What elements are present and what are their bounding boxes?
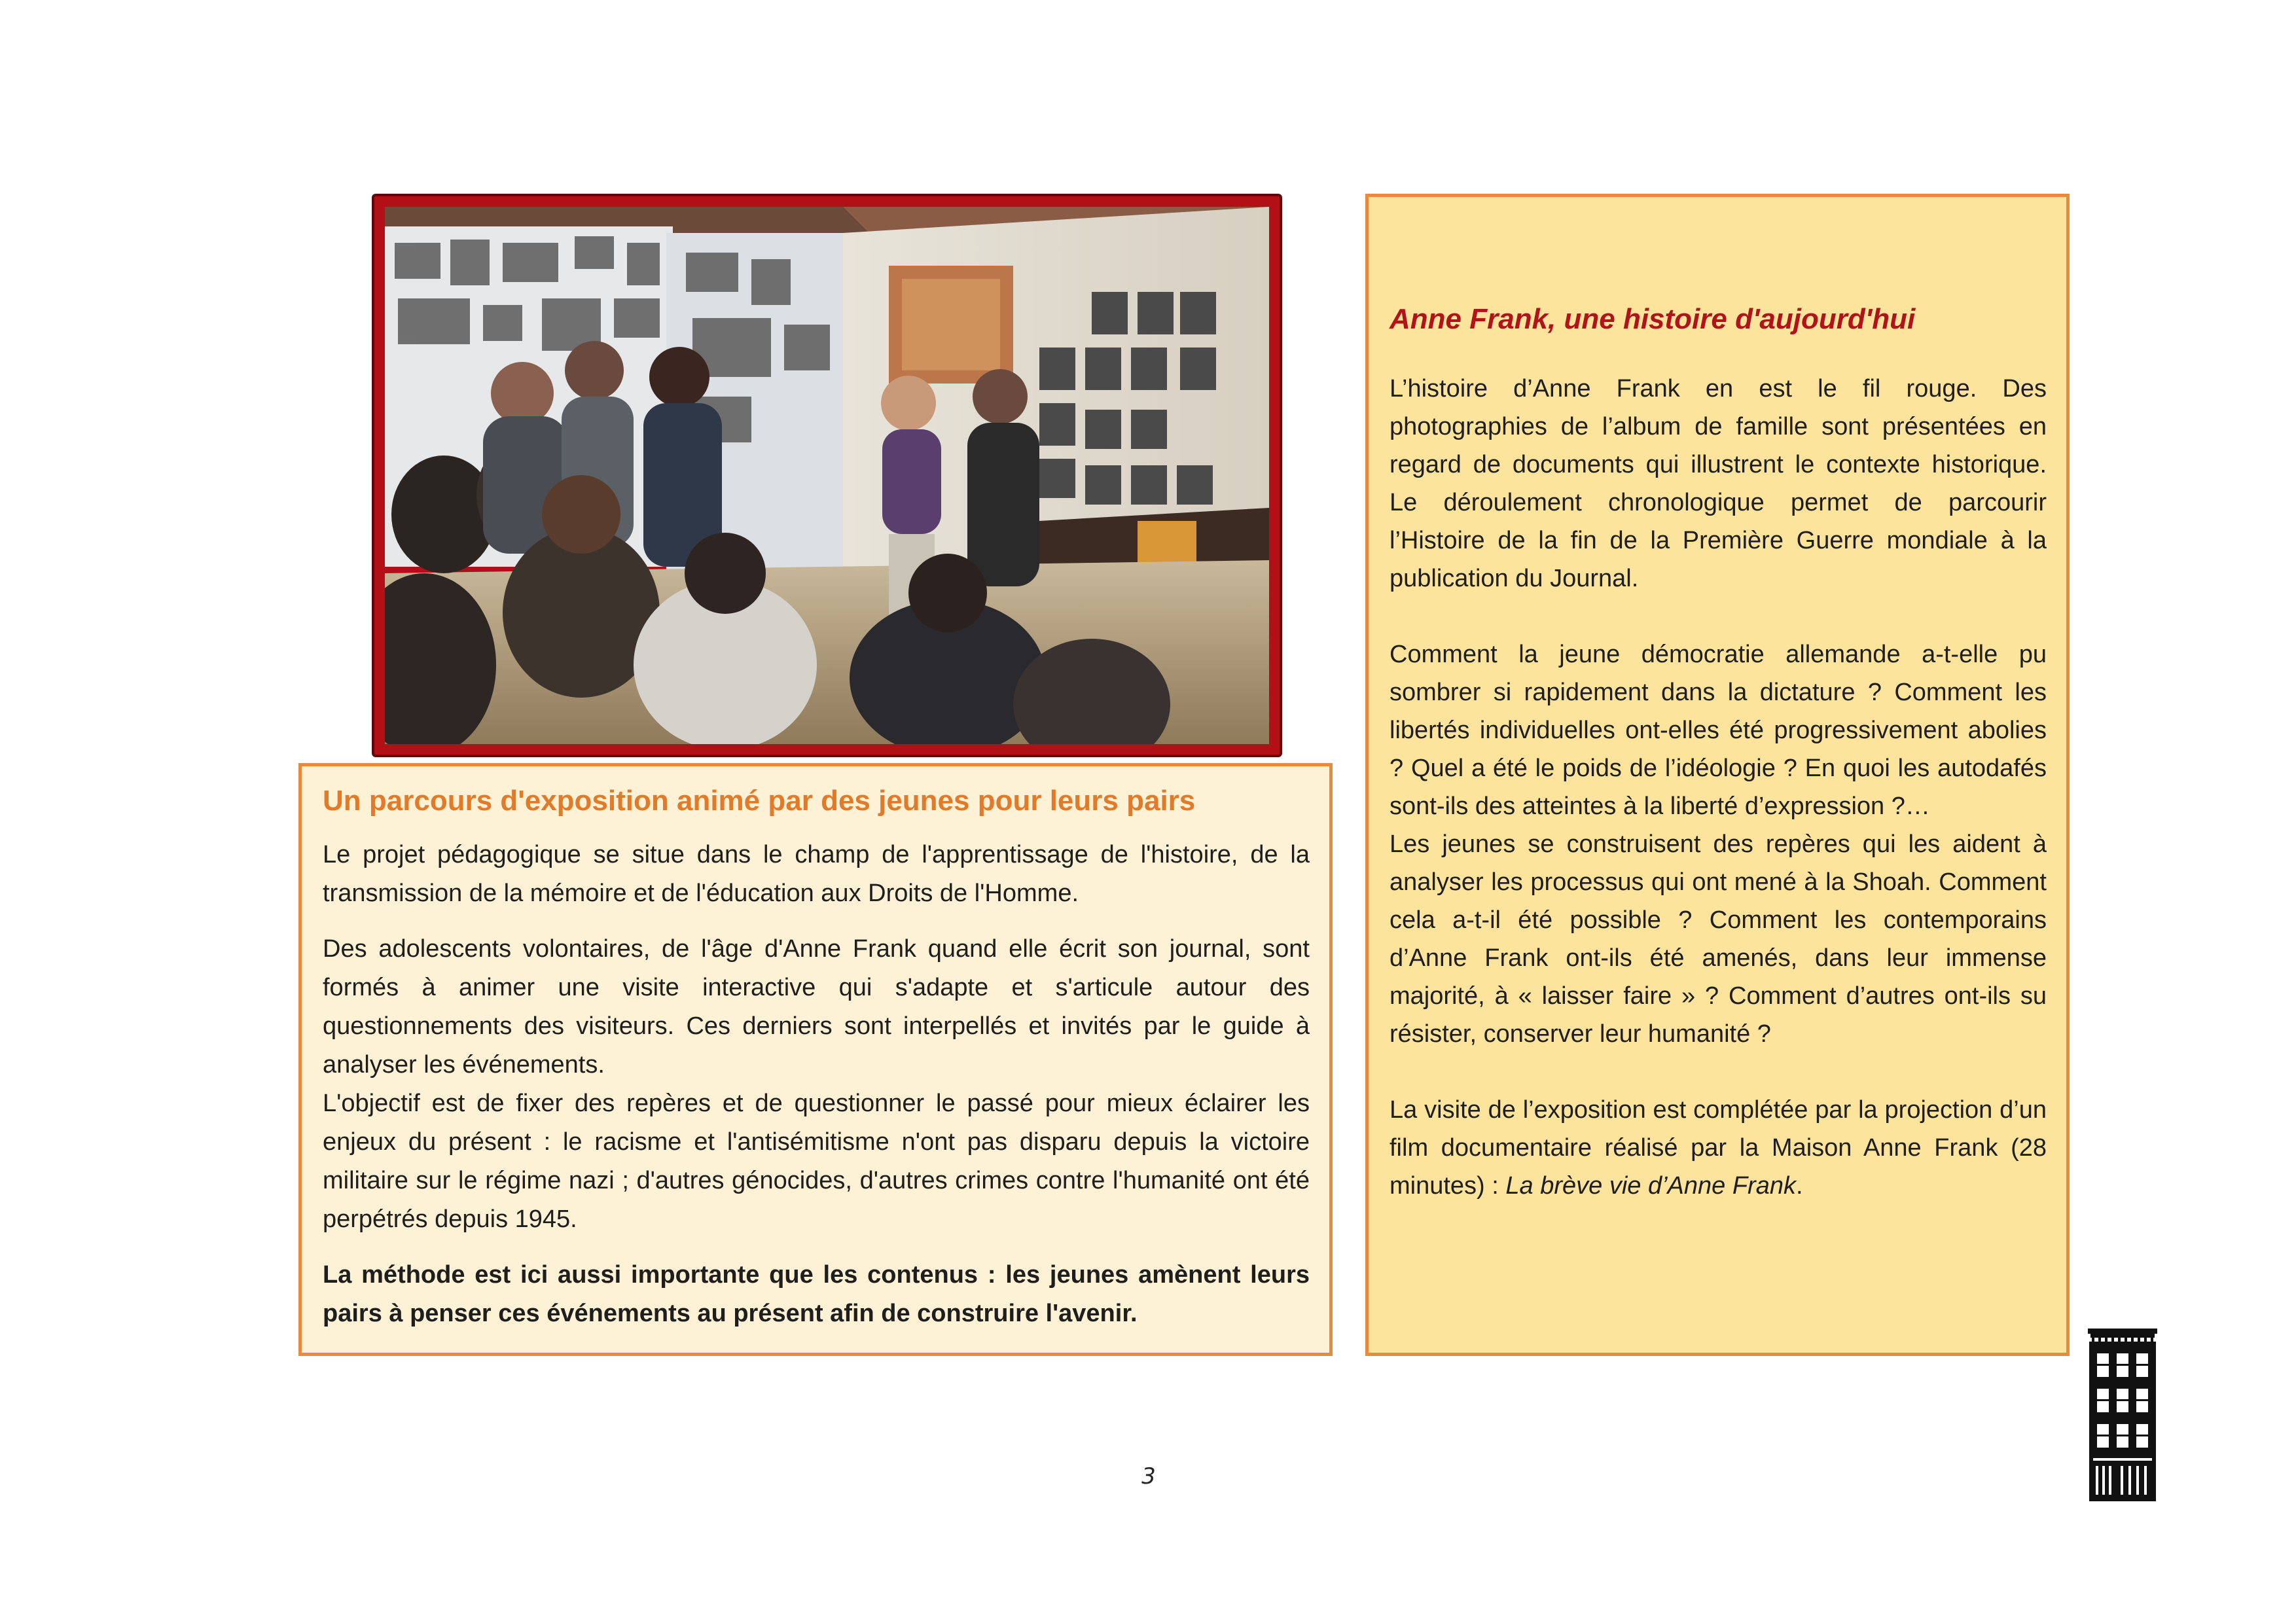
anne-frank-house-icon <box>2088 1329 2157 1501</box>
page-number: 3 <box>1141 1463 1156 1489</box>
film-title: La brève vie d’Anne Frank <box>1505 1172 1796 1200</box>
volunteers-paragraph: Des adolescents volontaires, de l'âge d'Anne Frank quand elle écrit son journal, sont formés à animer une visite interactive qui s'adapte et s'articule autour des questionnements des visiteurs. Ces derniers sont interpellés et invités par le guide à analyser les événements. <box>323 935 1310 1079</box>
exhibition-photo-image <box>385 207 1269 744</box>
method-paragraph: La méthode est ici aussi importante que les contenus : les jeunes amènent leurs pairs à penser ces événements au présent afin de construire l'avenir. <box>323 1261 1310 1327</box>
questions-paragraph: Comment la jeune démocratie allemande a-t-elle pu sombrer si rapidement dans la dictature ? Comment les libertés individuelles ont-elles été progressivement abolies ? Quel a été le poids de l’idéologie ? En quoi les autodafés sont-ils des atteintes à la liberté d’expression ?… <box>1390 641 2047 820</box>
anne-frank-story-title: Anne Frank, une histoire d'aujourd'hui <box>1390 303 1916 335</box>
film-paragraph-end: . <box>1795 1172 1803 1200</box>
anne-frank-story-box <box>1365 194 2070 1356</box>
landmarks-paragraph: Les jeunes se construisent des repères qui les aident à analyser les processus qui ont mené à la Shoah. Comment cela a-t-il été possible ? Comment les contemporains d’Anne Frank ont-ils été amenés, dans leur immense majorité, à « laisser faire » ? Comment d’autres ont-ils su résister, conserver leur humanité ? <box>1390 830 2047 1048</box>
exhibition-photo <box>372 194 1282 757</box>
exhibition-route-title: Un parcours d'exposition animé par des jeunes pour leurs pairs <box>323 785 1196 817</box>
pedagogical-project-paragraph: Le projet pédagogique se situe dans le champ de l'apprentissage de l'histoire, de la transmission de la mémoire et de l'éducation aux Droits de l'Homme. <box>323 841 1310 907</box>
objective-paragraph: L'objectif est de fixer des repères et de questionner le passé pour mieux éclairer les enjeux du présent : le racisme et l'antisémitisme n'ont pas disparu depuis la victoire militaire sur le régime nazi ; d'autres génocides, d'autres crimes contre l'humanité ont été perpétrés depuis 1945. <box>323 1090 1310 1233</box>
film-paragraph <box>1390 1091 2047 1205</box>
anne-frank-house-icon-graphic <box>2088 1329 2157 1501</box>
film-paragraph-text: La visite de l’exposition est complétée par la projection d’un film documentaire réalisé par la Maison Anne Frank (28 minutes) : <box>1390 1096 2047 1200</box>
exhibition-route-box <box>298 763 1333 1356</box>
common-thread-paragraph: L’histoire d’Anne Frank en est le fil rouge. Des photographies de l’album de famille sont présentées en regard de documents qui illustrent le contexte historique. Le déroulement chronologique permet de parcourir l’Histoire de la fin de la Première Guerre mondiale à la publication du Journal. <box>1390 375 2047 592</box>
